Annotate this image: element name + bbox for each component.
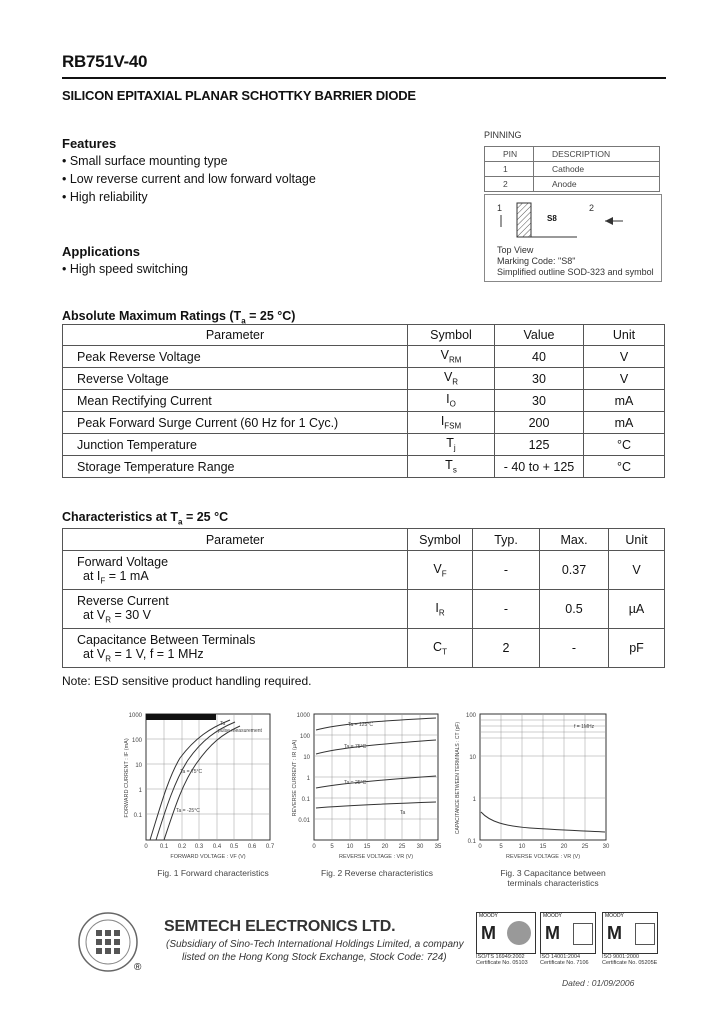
package-outline-svg xyxy=(485,195,661,245)
zero-seal-icon xyxy=(507,921,531,945)
table-header-row: Parameter Symbol Typ. Max. Unit xyxy=(63,529,665,551)
fig2-ytick: 0.1 xyxy=(301,797,310,803)
moody-logo-icon: M xyxy=(607,923,622,943)
fig3-ytick: 1 xyxy=(472,797,476,803)
fig1-series-label: Ta = 75°C xyxy=(180,769,203,775)
applications-heading: Applications xyxy=(62,244,141,259)
cert-stamp-3: MOODY M ISO 9001:2000 Certificate No. 05205E xyxy=(602,913,658,966)
company-line2: listed on the Hong Kong Stock Exchange, Stock Code: 724) xyxy=(182,952,447,963)
fig1-xtick: 0.7 xyxy=(265,844,275,850)
desc-col-header: DESCRIPTION xyxy=(534,147,660,162)
table-header-row xyxy=(63,325,665,346)
table-row xyxy=(485,177,660,192)
marking-code-label: Marking Code: "S8" xyxy=(497,256,576,266)
fig2-ylabel: REVERSE CURRENT : IR (µA) xyxy=(292,739,298,817)
fig1-ytick: 10 xyxy=(135,763,142,769)
top-view-label: Top View xyxy=(497,245,534,255)
table-row: Reverse Voltage $V_R$ 30 V xyxy=(63,368,665,390)
fig1-header-bar xyxy=(146,714,216,720)
col-header: Symbol xyxy=(408,325,495,346)
desc-cell: Anode xyxy=(534,177,660,192)
fig1-series-label: pulse measurement xyxy=(218,728,262,734)
title-rule xyxy=(62,77,666,79)
marking-label: S8 xyxy=(547,214,557,223)
fig2-xtick: 25 xyxy=(398,844,406,850)
cert-stamp-2: MOODY M ISO 14001:2004 Certificate No. 7106 xyxy=(540,912,596,966)
fig3-xtick: 0 xyxy=(478,844,482,850)
fig1-xtick: 0.4 xyxy=(212,844,222,850)
table-row: Junction Temperature $T_j$ 125 °C xyxy=(63,434,665,456)
col-header: Unit xyxy=(584,325,665,346)
abs-max-title: Absolute Maximum Ratings ($T_a = 25$ °C) xyxy=(62,309,296,326)
fig3-xlabel: REVERSE VOLTAGE : VR (V) xyxy=(505,854,581,860)
fig1-ylabel: FORWARD CURRENT : IF (mA) xyxy=(124,738,130,818)
ukas-seal-icon xyxy=(573,923,593,945)
fig3-caption: Fig. 3 Capacitance between terminals characteristics xyxy=(500,868,606,888)
doc-subtitle: SILICON EPITAXIAL PLANAR SCHOTTKY BARRIER DIODE xyxy=(62,88,416,103)
pinning-table xyxy=(484,146,660,192)
col-header: Value xyxy=(495,325,584,346)
package-diagram xyxy=(484,194,662,282)
fig1-xlabel: FORWARD VOLTAGE : VF (V) xyxy=(170,854,246,860)
fig1-xtick: 0.1 xyxy=(159,844,169,850)
feature-item: • Small surface mounting type xyxy=(62,154,228,168)
fig3-ytick: 10 xyxy=(469,755,476,761)
table-row: Storage Temperature Range $T_s$ - 40 to + 125 °C xyxy=(63,456,665,478)
fig2-ytick: 1 xyxy=(306,776,310,782)
fig3-xtick: 15 xyxy=(539,844,547,850)
fig1-ytick: 1000 xyxy=(128,713,142,719)
fig2-xlabel: REVERSE VOLTAGE : VR (V) xyxy=(338,854,414,860)
moody-logo-icon: M xyxy=(481,923,496,943)
registered-mark: ® xyxy=(134,962,142,973)
col-header: Parameter xyxy=(63,325,408,346)
pin-cell: 2 xyxy=(485,177,534,192)
fig3-capacitance-chart xyxy=(450,708,610,866)
fig1-xtick: 0 xyxy=(144,844,148,850)
fig2-series-label: Ta xyxy=(400,810,406,816)
fig3-xtick: 25 xyxy=(581,844,589,850)
fig1-series-label: Ta = -25°C xyxy=(176,808,200,814)
fig2-ytick: 0.01 xyxy=(298,818,310,824)
fig2-xtick: 30 xyxy=(416,844,424,850)
fig2-ytick: 100 xyxy=(299,734,310,740)
pin2-label: 2 xyxy=(589,203,595,213)
fig2-xtick: 10 xyxy=(346,844,354,850)
fig1-ytick: 1 xyxy=(138,788,142,794)
application-item: • High speed switching xyxy=(62,262,188,276)
fig3-ytick: 0.1 xyxy=(467,839,476,845)
company-logo-icon xyxy=(76,910,140,974)
esd-note: Note: ESD sensitive product handling required. xyxy=(62,674,312,688)
pin-col-header: PIN xyxy=(485,147,534,162)
outline-label: Simplified outline SOD-323 and symbol xyxy=(497,267,654,277)
fig2-xtick: 20 xyxy=(381,844,389,850)
fig1-forward-chart xyxy=(120,708,280,866)
fig2-series-label: Ta = 125°C xyxy=(348,722,373,728)
fig1-xtick: 0.3 xyxy=(194,844,204,850)
table-row: Peak Reverse Voltage $V_{RM}$ 40 V xyxy=(63,346,665,368)
part-number: RB751V-40 xyxy=(62,52,148,71)
fig1-xtick: 0.2 xyxy=(177,844,187,850)
table-row xyxy=(485,147,660,162)
fig2-caption: Fig. 2 Reverse characteristics xyxy=(321,868,433,878)
dated-label: Dated : 01/09/2006 xyxy=(562,978,635,988)
fig2-xtick: 35 xyxy=(434,844,442,850)
fig1-xtick: 0.6 xyxy=(247,844,257,850)
fig1-caption: Fig. 1 Forward characteristics xyxy=(157,868,269,878)
characteristics-title: Characteristics at $T_a = 25$ °C xyxy=(62,510,229,527)
fig3-xtick: 10 xyxy=(518,844,526,850)
fig3-ylabel: CAPACITANCE BETWEEN TERMINALS : CT (pF) xyxy=(455,721,461,835)
cert-stamp-1: MOODY M ISO/TS 16949:2002 Certificate No. 05103 xyxy=(476,912,536,966)
company-name: SEMTECH ELECTRONICS LTD. xyxy=(164,918,396,935)
diode-symbol-icon xyxy=(605,217,613,225)
fig1-ytick: 100 xyxy=(131,738,142,744)
table-row: Mean Rectifying Current $I_O$ 30 mA xyxy=(63,390,665,412)
table-row: Forward Voltage at $I_F = 1$ mA $V_F$ - 0.37 V xyxy=(63,551,665,590)
fig3-series-label: f = 1MHz xyxy=(574,724,595,730)
table-row: Reverse Current at $V_R = 30$ V $I_R$ - 0.5 µA xyxy=(63,590,665,629)
fig2-series-label: Ta = 75°C xyxy=(344,744,367,750)
fig2-series-label: Ta = 25°C xyxy=(344,780,367,786)
characteristics-table xyxy=(62,528,665,668)
feature-item: • Low reverse current and low forward voltage xyxy=(62,172,316,186)
desc-cell: Cathode xyxy=(534,162,660,177)
features-heading: Features xyxy=(62,136,117,151)
pin-cell: 1 xyxy=(485,162,534,177)
fig2-xtick: 0 xyxy=(312,844,316,850)
moody-logo-icon: M xyxy=(545,923,560,943)
fig2-ytick: 1000 xyxy=(296,713,310,719)
abs-max-table xyxy=(62,324,665,478)
feature-item: • High reliability xyxy=(62,190,148,204)
table-row: Capacitance Between Terminals at $V_R = 1$ V, f = 1 MHz $C_T$ 2 - pF xyxy=(63,629,665,668)
cathode-band xyxy=(517,203,531,237)
pin1-label: 1 xyxy=(497,203,503,213)
pinning-heading: PINNING xyxy=(484,130,522,140)
fig1-ytick: 0.1 xyxy=(133,813,142,819)
table-row: Peak Forward Surge Current (60 Hz for 1 Cyc.) $I_{FSM}$ 200 mA xyxy=(63,412,665,434)
fig3-xtick: 20 xyxy=(560,844,568,850)
fig2-ytick: 10 xyxy=(303,755,310,761)
fig1-series-label: Ta xyxy=(220,721,226,727)
ukas-seal-icon xyxy=(635,923,655,945)
fig3-xtick: 5 xyxy=(499,844,503,850)
fig3-xtick: 30 xyxy=(602,844,610,850)
fig3-ytick: 100 xyxy=(465,713,476,719)
company-line1: (Subsidiary of Sino-Tech International Holdings Limited, a company xyxy=(166,939,464,950)
fig2-reverse-chart xyxy=(288,708,444,866)
fig2-xtick: 15 xyxy=(363,844,371,850)
fig2-xtick: 5 xyxy=(330,844,334,850)
features-list xyxy=(62,152,316,206)
fig1-xtick: 0.5 xyxy=(229,844,239,850)
table-row xyxy=(485,162,660,177)
